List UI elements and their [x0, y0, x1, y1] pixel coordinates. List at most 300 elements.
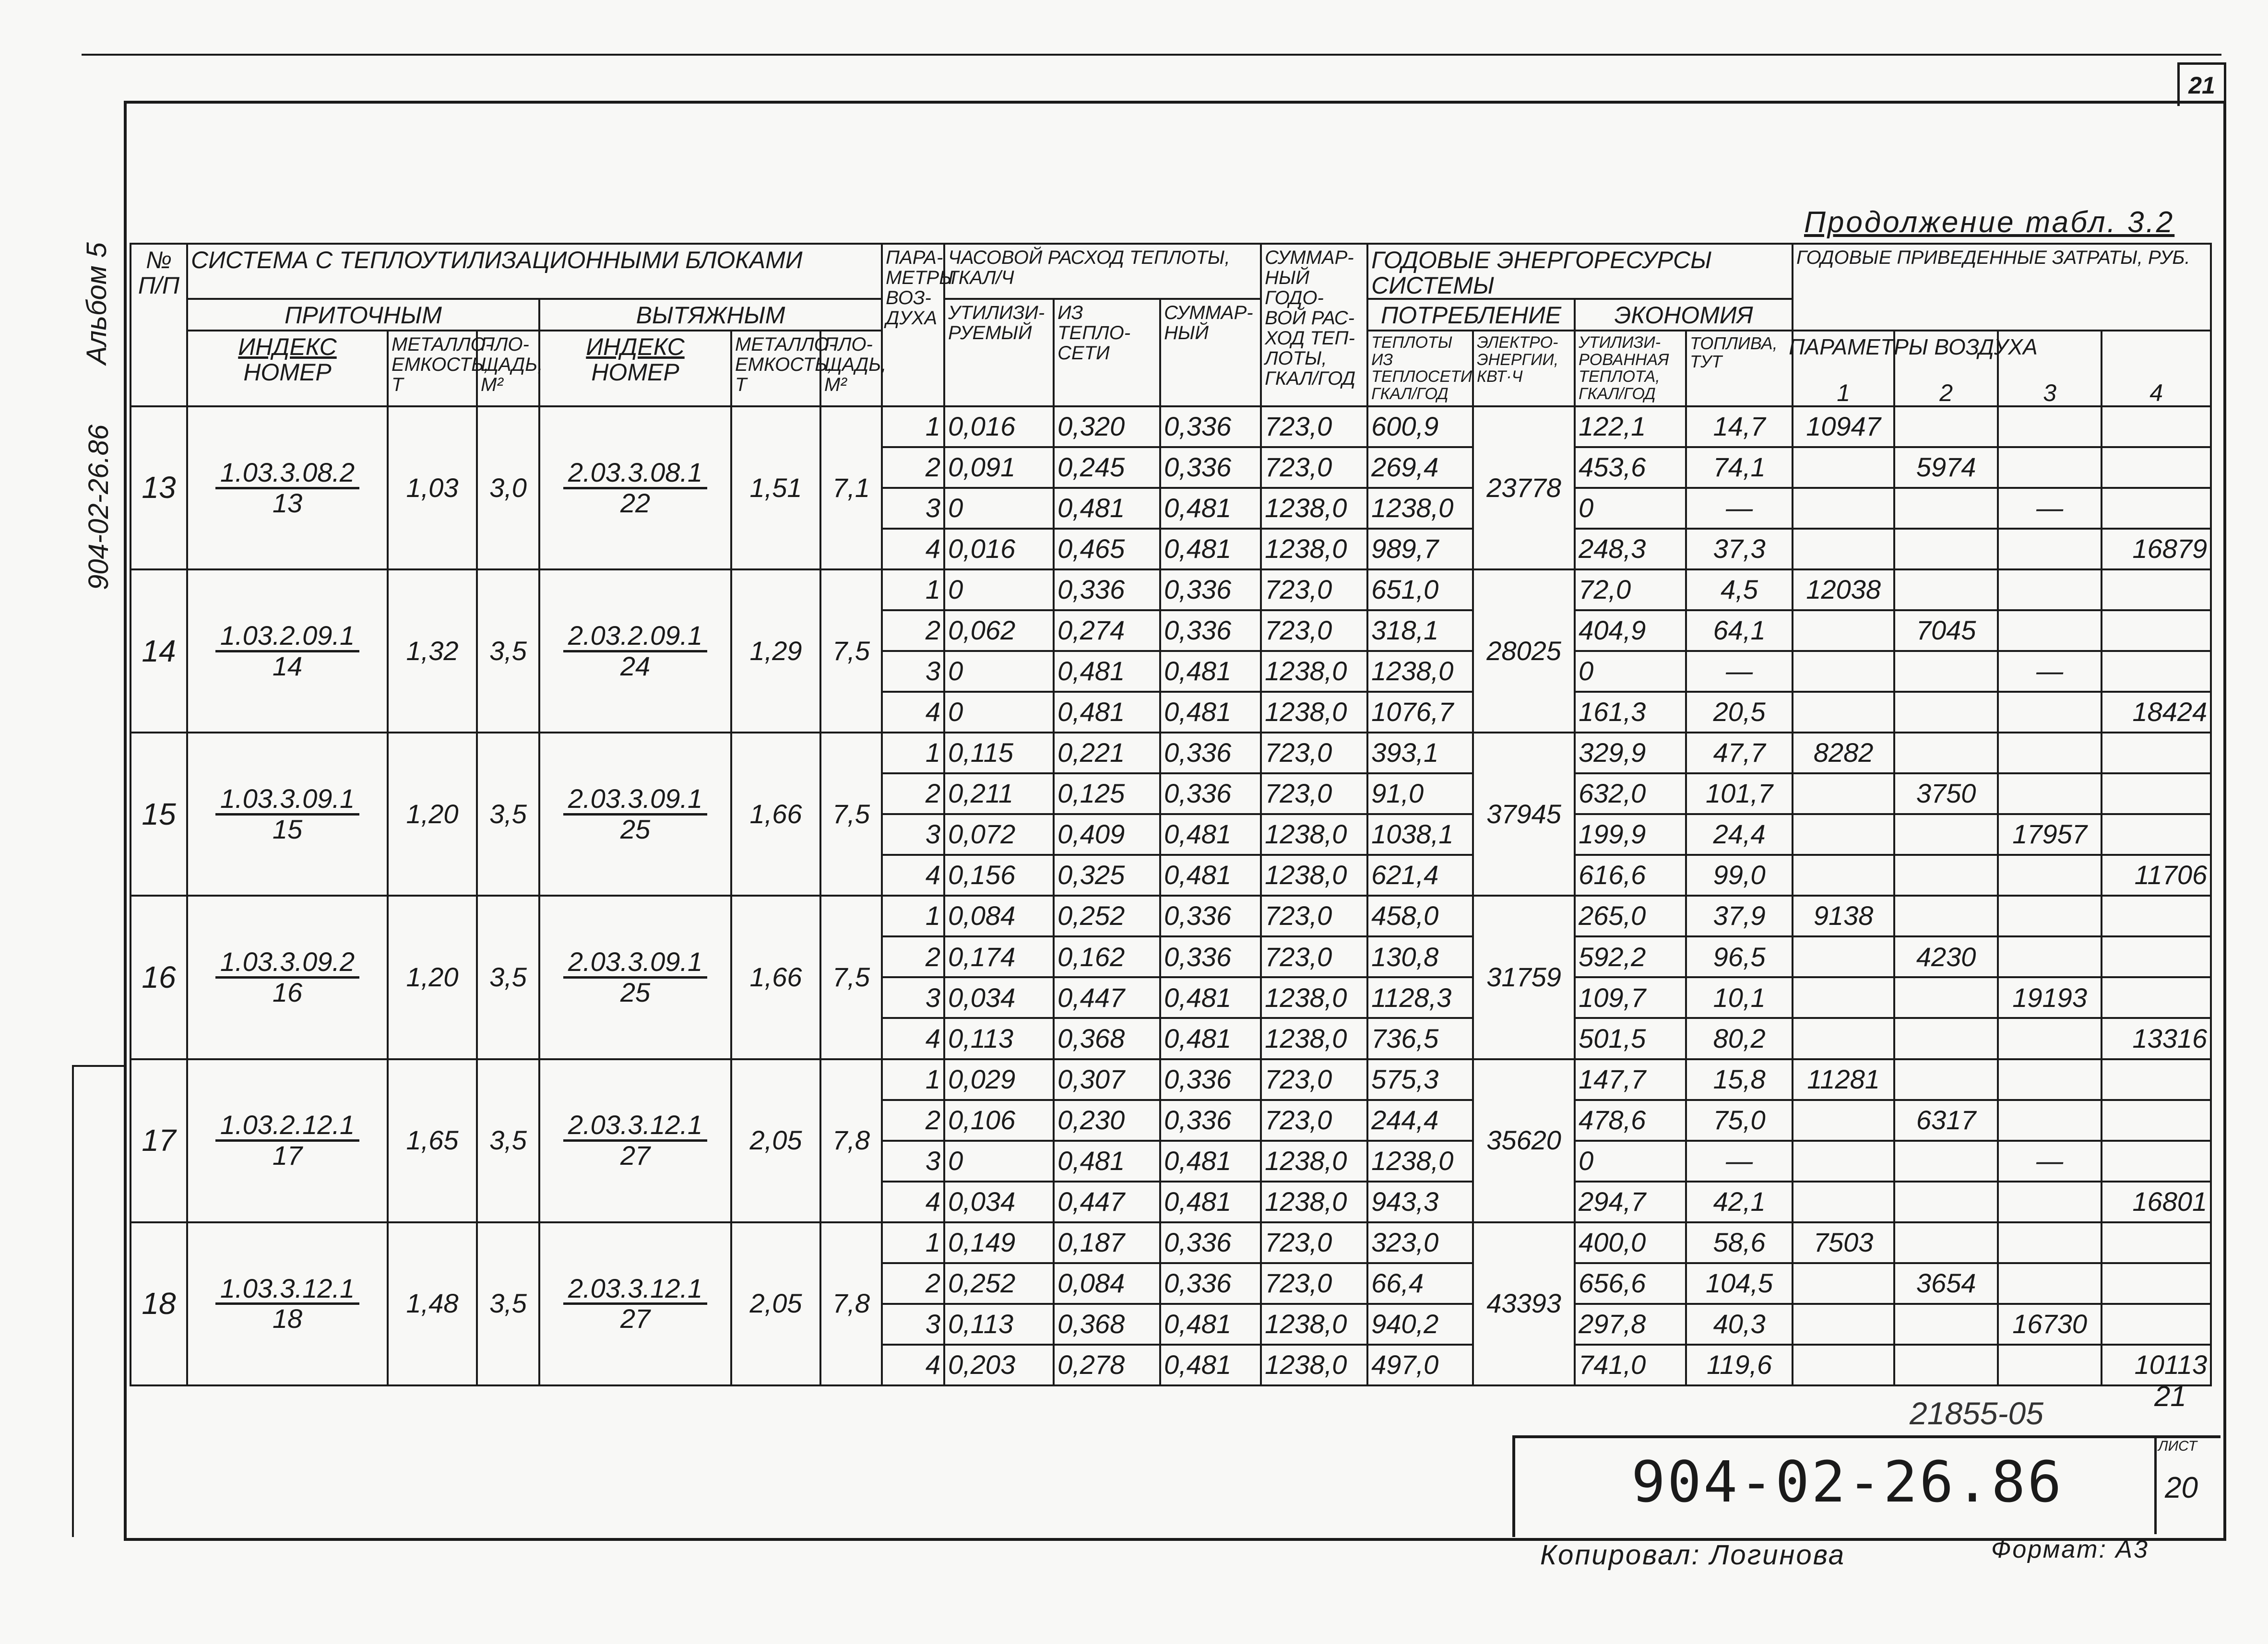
hourly-utilized: 0 [944, 488, 1054, 529]
cost-param-3 [1998, 733, 2102, 773]
supply-index [187, 406, 388, 569]
hourly-from-net: 0,320 [1054, 406, 1160, 447]
air-param: 3 [882, 977, 944, 1018]
fuel-saving: 47,7 [1686, 733, 1793, 773]
exhaust-index [539, 1059, 731, 1222]
heat-from-net: 940,2 [1367, 1304, 1473, 1345]
cost-param-2 [1894, 1304, 1998, 1345]
fuel-saving: 101,7 [1686, 773, 1793, 814]
cost-param-4 [2102, 447, 2211, 488]
cost-param-2 [1894, 1345, 1998, 1385]
utilized-heat: 199,9 [1575, 814, 1686, 855]
supply-area: 3,5 [477, 1059, 539, 1222]
sheet-label: ЛИСТ [2158, 1438, 2197, 1454]
supply-index-value: 1.03.2.09.1 [215, 622, 359, 652]
cost-param-1 [1793, 488, 1894, 529]
hourly-from-net: 0,447 [1054, 977, 1160, 1018]
air-param: 3 [882, 488, 944, 529]
hourly-utilized: 0,029 [944, 1059, 1054, 1100]
exhaust-index-value: 2.03.3.08.1 [563, 459, 707, 489]
exhaust-index-value: 2.03.3.12.1 [563, 1111, 707, 1142]
cost-param-3 [1998, 1059, 2102, 1100]
supply-index-value: 1.03.3.12.1 [215, 1275, 359, 1305]
utilized-heat: 616,6 [1575, 855, 1686, 896]
hourly-utilized: 0,174 [944, 936, 1054, 977]
cost-param-1 [1793, 692, 1894, 733]
fuel-saving: 37,3 [1686, 529, 1793, 569]
data-table [130, 243, 2212, 1386]
hourly-from-net: 0,252 [1054, 896, 1160, 936]
cost-param-4 [2102, 1304, 2211, 1345]
table-row [131, 406, 2211, 447]
row-number: 13 [131, 406, 187, 569]
hourly-from-net: 0,084 [1054, 1263, 1160, 1304]
paper-format: Формат: А3 [1991, 1536, 2149, 1563]
hourly-total: 0,336 [1160, 733, 1261, 773]
air-param: 2 [882, 1100, 944, 1141]
utilized-heat: 0 [1575, 488, 1686, 529]
cost-param-3 [1998, 447, 2102, 488]
header-economy: ЭКОНОМИЯ [1575, 299, 1793, 331]
header-heat-net: ТЕПЛОТЫ ИЗ ТЕПЛОСЕТИ ГКАЛ/ГОД [1367, 331, 1473, 406]
annual-heat: 723,0 [1261, 1222, 1367, 1263]
exhaust-index [539, 733, 731, 896]
sheet-number: 20 [2165, 1471, 2198, 1504]
heat-from-net: 736,5 [1367, 1018, 1473, 1059]
heat-from-net: 1238,0 [1367, 488, 1473, 529]
cost-param-2 [1894, 855, 1998, 896]
hourly-from-net: 0,325 [1054, 855, 1160, 896]
cost-param-1: 11281 [1793, 1059, 1894, 1100]
heat-from-net: 1128,3 [1367, 977, 1473, 1018]
cost-param-1: 7503 [1793, 1222, 1894, 1263]
header-supply-area: ПЛО- ЩАДЬ, М² [477, 331, 539, 406]
exhaust-metal: 1,29 [731, 569, 820, 733]
cost-param-4: 16801 [2102, 1182, 2211, 1222]
annual-heat: 723,0 [1261, 1100, 1367, 1141]
header-cost-p2: 2 [1894, 331, 1998, 406]
cost-param-2 [1894, 977, 1998, 1018]
supply-area: 3,0 [477, 406, 539, 569]
supply-area: 3,5 [477, 1222, 539, 1385]
air-param: 1 [882, 733, 944, 773]
exhaust-index [539, 406, 731, 569]
exhaust-index-value: 2.03.3.12.1 [563, 1275, 707, 1305]
cost-param-2 [1894, 651, 1998, 692]
cost-param-3 [1998, 1018, 2102, 1059]
cost-param-2 [1894, 1018, 1998, 1059]
heat-from-net: 600,9 [1367, 406, 1473, 447]
hourly-utilized: 0,106 [944, 1100, 1054, 1141]
fuel-saving: 80,2 [1686, 1018, 1793, 1059]
hourly-utilized: 0,211 [944, 773, 1054, 814]
air-param: 4 [882, 529, 944, 569]
fuel-saving: 14,7 [1686, 406, 1793, 447]
header-cost-p1: ПАРАМЕТРЫ ВОЗДУХА 1 [1793, 331, 1894, 406]
cost-param-3 [1998, 692, 2102, 733]
supply-index [187, 896, 388, 1059]
hourly-total: 0,336 [1160, 569, 1261, 610]
header-util-heat: УТИЛИЗИ- РОВАННАЯ ТЕПЛОТА, ГКАЛ/ГОД [1575, 331, 1686, 406]
cost-param-1: 12038 [1793, 569, 1894, 610]
cost-param-3 [1998, 1263, 2102, 1304]
header-exhaust-metal: МЕТАЛЛО- ЕМКОСТЬ, Т [731, 331, 820, 406]
hourly-from-net: 0,245 [1054, 447, 1160, 488]
utilized-heat: 478,6 [1575, 1100, 1686, 1141]
cost-param-3: 19193 [1998, 977, 2102, 1018]
cost-param-3: 16730 [1998, 1304, 2102, 1345]
air-param: 3 [882, 814, 944, 855]
header-exhaust-index: ИНДЕКС НОМЕР [539, 331, 731, 406]
air-param: 2 [882, 773, 944, 814]
hourly-utilized: 0,113 [944, 1304, 1054, 1345]
cost-param-4 [2102, 773, 2211, 814]
hourly-utilized: 0,203 [944, 1345, 1054, 1385]
row-number: 17 [131, 1059, 187, 1222]
exhaust-index-value: 2.03.2.09.1 [563, 622, 707, 652]
electric-energy: 28025 [1473, 569, 1575, 733]
cost-param-3 [1998, 610, 2102, 651]
cost-param-1: 10947 [1793, 406, 1894, 447]
air-param: 4 [882, 855, 944, 896]
annual-heat: 1238,0 [1261, 651, 1367, 692]
hourly-from-net: 0,447 [1054, 1182, 1160, 1222]
heat-from-net: 393,1 [1367, 733, 1473, 773]
cost-param-3: — [1998, 488, 2102, 529]
document-code: 904-02-26.86 [1631, 1449, 2064, 1515]
hourly-utilized: 0,034 [944, 1182, 1054, 1222]
heat-from-net: 943,3 [1367, 1182, 1473, 1222]
cost-param-1 [1793, 977, 1894, 1018]
header-supply: ПРИТОЧНЫМ [187, 299, 539, 331]
exhaust-area: 7,8 [820, 1059, 882, 1222]
utilized-heat: 400,0 [1575, 1222, 1686, 1263]
supply-area: 3,5 [477, 733, 539, 896]
heat-from-net: 269,4 [1367, 447, 1473, 488]
cost-param-2 [1894, 733, 1998, 773]
cost-param-3 [1998, 569, 2102, 610]
hourly-utilized: 0 [944, 651, 1054, 692]
annual-heat: 723,0 [1261, 936, 1367, 977]
hourly-total: 0,481 [1160, 488, 1261, 529]
cost-param-4: 10113 [2102, 1345, 2211, 1385]
cost-param-2: 4230 [1894, 936, 1998, 977]
fuel-saving: 20,5 [1686, 692, 1793, 733]
fuel-saving: 4,5 [1686, 569, 1793, 610]
cost-param-1 [1793, 1141, 1894, 1182]
cost-param-2 [1894, 406, 1998, 447]
heat-from-net: 497,0 [1367, 1345, 1473, 1385]
hourly-from-net: 0,368 [1054, 1304, 1160, 1345]
annual-heat: 723,0 [1261, 406, 1367, 447]
utilized-heat: 161,3 [1575, 692, 1686, 733]
electric-energy: 37945 [1473, 733, 1575, 896]
exhaust-metal: 2,05 [731, 1059, 820, 1222]
utilized-heat: 122,1 [1575, 406, 1686, 447]
hourly-from-net: 0,368 [1054, 1018, 1160, 1059]
copied-by: Копировал: Логинова [1540, 1539, 1845, 1571]
fuel-saving: 37,9 [1686, 896, 1793, 936]
exhaust-number-value: 25 [620, 814, 651, 844]
cost-param-4 [2102, 406, 2211, 447]
annual-heat: 723,0 [1261, 896, 1367, 936]
cost-param-2 [1894, 569, 1998, 610]
cost-param-4 [2102, 814, 2211, 855]
header-supply-metal: МЕТАЛЛО- ЕМКОСТЬ, Т [388, 331, 477, 406]
header-fuel: ТОПЛИВА, ТУТ [1686, 331, 1793, 406]
cost-param-4 [2102, 569, 2211, 610]
supply-number-value: 18 [272, 1303, 303, 1334]
header-annual-heat: СУММАР- НЫЙ ГОДО- ВОЙ РАС- ХОД ТЕП- ЛОТЫ, ГКАЛ/ГОД [1261, 244, 1367, 406]
hourly-from-net: 0,187 [1054, 1222, 1160, 1263]
cost-param-2 [1894, 529, 1998, 569]
cost-param-3: — [1998, 1141, 2102, 1182]
header-supply-index: ИНДЕКС НОМЕР [187, 331, 388, 406]
hourly-total: 0,336 [1160, 896, 1261, 936]
cost-param-2 [1894, 1222, 1998, 1263]
heat-from-net: 621,4 [1367, 855, 1473, 896]
hourly-total: 0,481 [1160, 1182, 1261, 1222]
electric-energy: 31759 [1473, 896, 1575, 1059]
supply-number-value: 15 [272, 814, 303, 844]
cost-param-1: 8282 [1793, 733, 1894, 773]
fuel-saving: 64,1 [1686, 610, 1793, 651]
hourly-utilized: 0,062 [944, 610, 1054, 651]
exhaust-area: 7,5 [820, 896, 882, 1059]
album-label: Альбом 5 [81, 242, 112, 365]
table-row [131, 1222, 2211, 1263]
supply-index-value: 1.03.2.12.1 [215, 1111, 359, 1142]
cost-param-1: 9138 [1793, 896, 1894, 936]
annual-heat: 723,0 [1261, 610, 1367, 651]
air-param: 4 [882, 692, 944, 733]
supply-index-value: 1.03.3.09.2 [215, 948, 359, 979]
exhaust-number-value: 27 [620, 1303, 651, 1334]
air-param: 1 [882, 896, 944, 936]
hourly-from-net: 0,162 [1054, 936, 1160, 977]
supply-index [187, 569, 388, 733]
supply-number-value: 16 [272, 977, 303, 1007]
cost-param-1 [1793, 814, 1894, 855]
cost-param-2 [1894, 1141, 1998, 1182]
cost-param-2: 6317 [1894, 1100, 1998, 1141]
fuel-saving: — [1686, 1141, 1793, 1182]
fuel-saving: 10,1 [1686, 977, 1793, 1018]
exhaust-area: 7,5 [820, 733, 882, 896]
hourly-utilized: 0,115 [944, 733, 1054, 773]
supply-metal: 1,65 [388, 1059, 477, 1222]
cost-param-1 [1793, 1100, 1894, 1141]
hourly-from-net: 0,481 [1054, 1141, 1160, 1182]
cost-param-4: 11706 [2102, 855, 2211, 896]
header-utilized: УТИЛИЗИ- РУЕМЫЙ [944, 299, 1054, 406]
heat-from-net: 323,0 [1367, 1222, 1473, 1263]
exhaust-number-value: 25 [620, 977, 651, 1007]
header-electric: ЭЛЕКТРО- ЭНЕРГИИ, КВТ·Ч [1473, 331, 1575, 406]
hourly-utilized: 0,016 [944, 406, 1054, 447]
hourly-from-net: 0,274 [1054, 610, 1160, 651]
hourly-utilized: 0,252 [944, 1263, 1054, 1304]
hourly-total: 0,336 [1160, 1263, 1261, 1304]
air-param: 2 [882, 936, 944, 977]
hourly-total: 0,481 [1160, 1345, 1261, 1385]
supply-number-value: 13 [272, 487, 303, 518]
header-costs: ГОДОВЫЕ ПРИВЕДЕННЫЕ ЗАТРАТЫ, РУБ. [1793, 244, 2211, 331]
exhaust-area: 7,1 [820, 406, 882, 569]
row-number: 15 [131, 733, 187, 896]
cost-param-1 [1793, 1345, 1894, 1385]
cost-param-3 [1998, 773, 2102, 814]
header-system: СИСТЕМА С ТЕПЛОУТИЛИЗАЦИОННЫМИ БЛОКАМИ [187, 244, 882, 299]
utilized-heat: 248,3 [1575, 529, 1686, 569]
hourly-utilized: 0,072 [944, 814, 1054, 855]
cost-param-4 [2102, 977, 2211, 1018]
air-param: 4 [882, 1345, 944, 1385]
air-param: 1 [882, 1222, 944, 1263]
cost-param-4 [2102, 1059, 2211, 1100]
air-param: 1 [882, 569, 944, 610]
fuel-saving: — [1686, 651, 1793, 692]
header-exhaust: ВЫТЯЖНЫМ [539, 299, 882, 331]
utilized-heat: 294,7 [1575, 1182, 1686, 1222]
cost-param-4: 18424 [2102, 692, 2211, 733]
hourly-utilized: 0 [944, 692, 1054, 733]
hourly-utilized: 0,156 [944, 855, 1054, 896]
cost-param-4 [2102, 488, 2211, 529]
electric-energy: 43393 [1473, 1222, 1575, 1385]
row-number: 18 [131, 1222, 187, 1385]
utilized-heat: 329,9 [1575, 733, 1686, 773]
utilized-heat: 592,2 [1575, 936, 1686, 977]
table-row [131, 896, 2211, 936]
utilized-heat: 72,0 [1575, 569, 1686, 610]
hourly-from-net: 0,278 [1054, 1345, 1160, 1385]
hourly-utilized: 0,016 [944, 529, 1054, 569]
hourly-from-net: 0,307 [1054, 1059, 1160, 1100]
heat-from-net: 1076,7 [1367, 692, 1473, 733]
air-param: 4 [882, 1182, 944, 1222]
heat-from-net: 575,3 [1367, 1059, 1473, 1100]
hourly-total: 0,336 [1160, 610, 1261, 651]
header-cost-p3: 3 [1998, 331, 2102, 406]
cost-param-4: 13316 [2102, 1018, 2211, 1059]
annual-heat: 1238,0 [1261, 692, 1367, 733]
exhaust-metal: 2,05 [731, 1222, 820, 1385]
annual-heat: 1238,0 [1261, 1141, 1367, 1182]
annual-heat: 723,0 [1261, 1263, 1367, 1304]
exhaust-metal: 1,66 [731, 896, 820, 1059]
hourly-from-net: 0,481 [1054, 488, 1160, 529]
cost-param-2: 5974 [1894, 447, 1998, 488]
supply-metal: 1,20 [388, 896, 477, 1059]
heat-from-net: 1238,0 [1367, 1141, 1473, 1182]
cost-param-2 [1894, 896, 1998, 936]
cost-param-1 [1793, 1182, 1894, 1222]
top-rule [82, 54, 2221, 56]
header-exhaust-area: ПЛО- ЩАДЬ, М² [820, 331, 882, 406]
supply-index [187, 733, 388, 896]
utilized-heat: 297,8 [1575, 1304, 1686, 1345]
hourly-total: 0,481 [1160, 855, 1261, 896]
page-number-lower: 21 [2154, 1380, 2186, 1412]
supply-index-value: 1.03.3.08.2 [215, 459, 359, 489]
cost-param-3 [1998, 896, 2102, 936]
header-hourly: ЧАСОВОЙ РАСХОД ТЕПЛОТЫ, ГКАЛ/Ч [944, 244, 1261, 299]
annual-heat: 723,0 [1261, 447, 1367, 488]
annual-heat: 723,0 [1261, 733, 1367, 773]
cost-param-4 [2102, 610, 2211, 651]
fuel-saving: 42,1 [1686, 1182, 1793, 1222]
header-cost-p4: 4 [2102, 331, 2211, 406]
supply-number-value: 14 [272, 651, 303, 681]
hourly-from-net: 0,230 [1054, 1100, 1160, 1141]
fuel-saving: 58,6 [1686, 1222, 1793, 1263]
hourly-from-net: 0,481 [1054, 692, 1160, 733]
hourly-total: 0,481 [1160, 1304, 1261, 1345]
exhaust-number-value: 22 [620, 487, 651, 518]
cost-param-3 [1998, 1345, 2102, 1385]
exhaust-index [539, 1222, 731, 1385]
header-air-params: ПАРА- МЕТРЫ ВОЗ- ДУХА [882, 244, 944, 406]
cost-param-4 [2102, 1141, 2211, 1182]
fuel-saving: 24,4 [1686, 814, 1793, 855]
air-param: 2 [882, 447, 944, 488]
air-param: 2 [882, 1263, 944, 1304]
air-param: 1 [882, 406, 944, 447]
supply-metal: 1,03 [388, 406, 477, 569]
table-row [131, 733, 2211, 773]
utilized-heat: 632,0 [1575, 773, 1686, 814]
cost-param-4: 16879 [2102, 529, 2211, 569]
hourly-total: 0,336 [1160, 773, 1261, 814]
cost-param-2: 3654 [1894, 1263, 1998, 1304]
utilized-heat: 404,9 [1575, 610, 1686, 651]
air-param: 3 [882, 1304, 944, 1345]
hourly-total: 0,481 [1160, 651, 1261, 692]
heat-from-net: 651,0 [1367, 569, 1473, 610]
hourly-total: 0,481 [1160, 814, 1261, 855]
cost-param-1 [1793, 936, 1894, 977]
hourly-total: 0,336 [1160, 936, 1261, 977]
cost-param-1 [1793, 773, 1894, 814]
supply-index [187, 1059, 388, 1222]
fuel-saving: 75,0 [1686, 1100, 1793, 1141]
left-margin-strip [72, 1065, 126, 1537]
cost-param-1 [1793, 610, 1894, 651]
air-param: 4 [882, 1018, 944, 1059]
supply-area: 3,5 [477, 569, 539, 733]
exhaust-index-value: 2.03.3.09.1 [563, 948, 707, 979]
annual-heat: 1238,0 [1261, 855, 1367, 896]
utilized-heat: 0 [1575, 651, 1686, 692]
cost-param-3 [1998, 1222, 2102, 1263]
heat-from-net: 130,8 [1367, 936, 1473, 977]
cost-param-3 [1998, 1100, 2102, 1141]
heat-from-net: 318,1 [1367, 610, 1473, 651]
annual-heat: 723,0 [1261, 569, 1367, 610]
fuel-saving: 119,6 [1686, 1345, 1793, 1385]
cost-param-2: 7045 [1894, 610, 1998, 651]
heat-from-net: 1238,0 [1367, 651, 1473, 692]
hourly-total: 0,481 [1160, 977, 1261, 1018]
hourly-utilized: 0 [944, 569, 1054, 610]
air-param: 3 [882, 651, 944, 692]
electric-energy: 23778 [1473, 406, 1575, 569]
cost-param-1 [1793, 1304, 1894, 1345]
exhaust-metal: 1,66 [731, 733, 820, 896]
cost-param-1 [1793, 1018, 1894, 1059]
cost-param-3 [1998, 855, 2102, 896]
